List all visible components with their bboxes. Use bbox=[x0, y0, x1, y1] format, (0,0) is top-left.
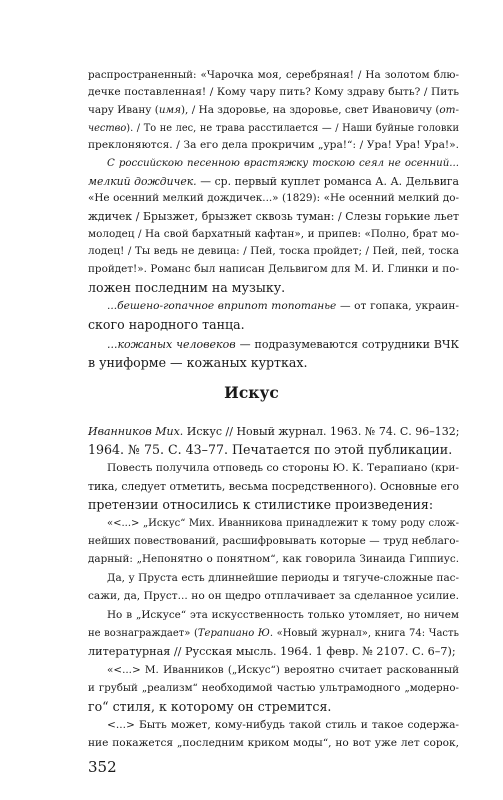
text-line: нейших повествований, расшифровывать которые — труд неблаго- bbox=[88, 535, 459, 547]
text-line: претензии относились к стилистике произведения: bbox=[88, 497, 434, 512]
text-line: сажи, да, Пруст... но он щедро отплачивает за сделанное усилие. bbox=[88, 590, 459, 602]
text-line: дечке поставленная! / Кому чару пить? Кому здраву быть? / Пить bbox=[88, 86, 459, 98]
text-line: Но в „Искусе“ эта искусственность только утомляет, но ничем bbox=[107, 609, 459, 621]
text-line: литературная // Русская мысль. 1964. 1 февр. № 2107. С. 6–7); bbox=[88, 645, 456, 658]
page-number: 352 bbox=[88, 758, 117, 776]
text-line: преклоняются. / За его дела прокричим „ура!“: / Ура! Ура! Ура!». bbox=[88, 139, 459, 151]
text-line: Повесть получила отповедь со стороны Ю. К. Терапиано (кри- bbox=[107, 462, 459, 474]
text-line: Иванников Мих. Искус // Новый журнал. 1963. № 74. С. 96–132; bbox=[88, 425, 460, 438]
text-line: молодец / На свой бархатный кафтан», и припев: «Полно, брат мо- bbox=[88, 228, 459, 240]
text-line: чару Ивану (имя), / На здоровье, на здоровье, свет Ивановичу (от- bbox=[88, 104, 459, 116]
text-line: лодец! / Ты ведь не девица: / Пей, тоска пройдет; / Пей, пей, тоска bbox=[88, 245, 459, 257]
text-line: тика, следует отметить, весьма посредственного). Основные его bbox=[88, 480, 459, 493]
text-line: не вознаграждает» (Терапиано Ю. «Новый журнал», книга 74: Часть bbox=[88, 628, 459, 639]
text-line: распространенный: «Чарочка моя, серебряная! / На золотом блю- bbox=[88, 69, 459, 81]
text-line: ского народного танца. bbox=[88, 317, 245, 332]
text-line: го“ стиля, к которому он стремится. bbox=[88, 699, 332, 714]
text-line: и грубый „реализм“ необходимой частью ультрамодного „модерно- bbox=[88, 683, 459, 694]
text-line: ...кожаных человеков — подразумеваются сотрудники ВЧК bbox=[107, 338, 459, 351]
text-line: ...бешено-гопачное вприпот топотанье — от гопака, украин- bbox=[107, 300, 459, 312]
text-line: ложен последним на музыку. bbox=[88, 280, 286, 295]
text-line: <...> Быть может, кому-нибудь такой стиль и такое содержа- bbox=[107, 719, 459, 731]
text-line: чество). / То не лес, не трава расстилается — / Наши буйные головки bbox=[88, 123, 459, 134]
text-line: «<...> М. Иванников („Искус“) вероятно считает раскованный bbox=[107, 664, 459, 676]
text-line: «Не осенний мелкий дождичек...» (1829): «Не осенний мелкий до- bbox=[88, 192, 459, 204]
text-line: в униформе — кожаных куртках. bbox=[88, 355, 308, 370]
text-line: 1964. № 75. С. 43–77. Печатается по этой публикации. bbox=[88, 442, 453, 457]
text-line: мелкий дождичек. — ср. первый куплет романса А. А. Дельвига bbox=[88, 175, 459, 188]
text-line: С российскою песенною врастяжку тоскою сеял не осенний... bbox=[107, 158, 459, 169]
text-line: дарный: „Непонятно о понятном“, как говорила Зинаида Гиппиус. bbox=[88, 553, 459, 565]
text-line: «<...> „Искус“ Мих. Иванникова принадлежит к тому роду слож- bbox=[107, 518, 459, 529]
text-line: ние покажется „последним криком моды“, но вот уже лет сорок, bbox=[88, 737, 459, 749]
text-line: Да, у Пруста есть длиннейшие периоды и тягуче-сложные пас- bbox=[107, 572, 459, 584]
section-heading: Искус bbox=[224, 383, 279, 402]
text-line: ждичек / Брызжет, брызжет сквозь туман: / Слезы горькие льет bbox=[88, 210, 459, 223]
text-line: пройдет!». Романс был написан Дельвигом для М. И. Глинки и по- bbox=[88, 263, 459, 275]
